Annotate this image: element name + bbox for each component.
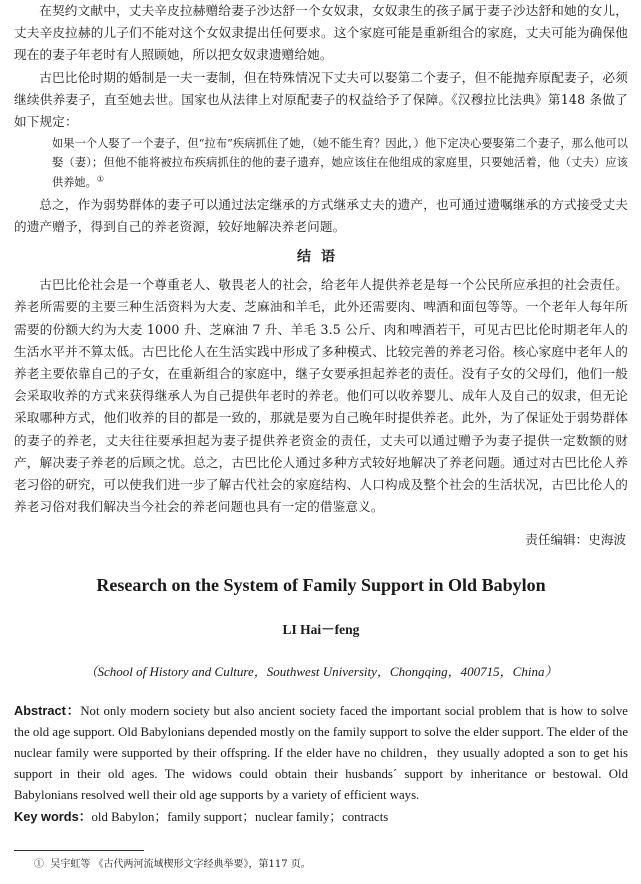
quote-footnote-mark: ① — [96, 173, 104, 183]
english-abstract — [14, 700, 628, 806]
english-keywords — [14, 806, 628, 828]
code-quote-text: 如果一个人娶了一个妻子，但“拉布”疾病抓住了她，（她不能生育？因此，）他下定决心要娶第二个妻子，那么他可以娶（妻）；但他不能将被拉布疾病抓住的他的妻子遗弃，她应该住在他组成的家庭里，只要她活着，他（丈夫）应该供养她。 — [52, 137, 628, 189]
paragraph-summary: 总之，作为弱势群体的妻子可以通过法定继承的方式继承丈夫的遗产，也可通过遗嘱继承的方式接受丈夫的遗产赠予，得到自己的养老资源，较好地解决养老问题。 — [14, 196, 628, 235]
conclusion-heading: 结语 — [297, 249, 345, 266]
abstract-text: Not only modern society but also ancient society faced the important social problem that is how to solve the old age support. Old Babylonians depended mostly on the family support to solve the elder support. The elder of the nuclear family were supported by their offspring. If the elder have no children，they usually adopted a son to get his support in their old ages. The widows could obtain their husbands´ support by inheritance or bestowal. Old Babylonians resolved well their old age supports by a variety of efficient ways. — [14, 704, 628, 803]
keywords-label: Key words： — [14, 809, 92, 825]
english-affiliation: （School of History and Culture，Southwest University，Chongqing，400715，China） — [84, 664, 558, 680]
english-title: Research on the System of Family Support in Old Babylon — [96, 575, 546, 596]
responsible-editor: 责任编辑：史海波 — [525, 532, 626, 548]
english-author: LI Hai－feng — [282, 622, 360, 638]
footnote — [34, 858, 311, 872]
footnote-divider — [14, 850, 144, 851]
paragraph-marriage: 古巴比伦时期的婚制是一夫一妻制，但在特殊情况下丈夫可以娶第二个妻子，但不能抛弃原配妻子，必须继续供养妻子，直至她去世。国家也从法律上对原配妻子的权益给予了保障。《汉穆拉比法典》第148 条做了如下规定： — [14, 69, 628, 130]
keywords-text: old Babylon；family support；nuclear family；contracts — [91, 810, 389, 825]
footnote-text: 吴宇虹等 《古代两河流域楔形文字经典举要》，第117 页。 — [50, 859, 311, 870]
paragraph-contract: 在契约文献中，丈夫辛皮拉赫赠给妻子沙达舒一个女奴隶，女奴隶生的孩子属于妻子沙达舒和她的女儿，丈夫辛皮拉赫的儿子们不能对这个女奴隶提出任何要求。这个家庭可能是重新组合的家庭，丈夫可能为确保他现在的妻子年老时有人照顾她，所以把女奴隶遗赠给她。 — [14, 3, 628, 63]
conclusion-paragraph: 古巴比伦社会是一个尊重老人、敬畏老人的社会，给老年人提供养老是每一个公民所应承担的社会责任。养老所需要的主要三种生活资料为大麦、芝麻油和羊毛，此外还需要肉、啤酒和面包等等。一个老年人每年所需要的份额大约为大麦 1000 升、芝麻油 7 升、羊毛 3.5 公斤、肉和啤酒若干，可见古巴比伦时期老年人的生活水平并不算太低。古巴比伦人在生活实践中形成了多种模式、比较完善的养老习俗。核心家庭中老年人的养老主要依靠自己的子女，在重新组合的家庭中，继子女要承担起养老的责任。没有子女的父母们，他们一般会采取收养的方式来获得继承人为自己提供年老时的养老。他们可以收养婴儿、成年人及自己的奴隶，但无论采取哪种方式，他们收养的目的都是一致的，那就是要为自己晚年时提供养老。此外，为了保证处于弱势群体的妻子的养老，丈夫往往要承担起为妻子提供养老资金的责任，丈夫可以通过赠予为妻子提供一定数额的财产，解决妻子养老的后顾之忧。总之，古巴比伦人通过多种方式较好地解决了养老问题。通过对古巴比伦人养老习俗的研究，可以使我们进一步了解古代社会的家庭结构、人口构成及整个社会的生活状况，古巴比伦人的养老习俗对我们解决当今社会的养老问题也具有一定的借鉴意义。 — [14, 277, 628, 515]
code-quote — [14, 134, 628, 192]
abstract-label: Abstract： — [14, 703, 81, 719]
paper-page — [14, 0, 628, 828]
footnote-mark: ① — [34, 859, 44, 870]
